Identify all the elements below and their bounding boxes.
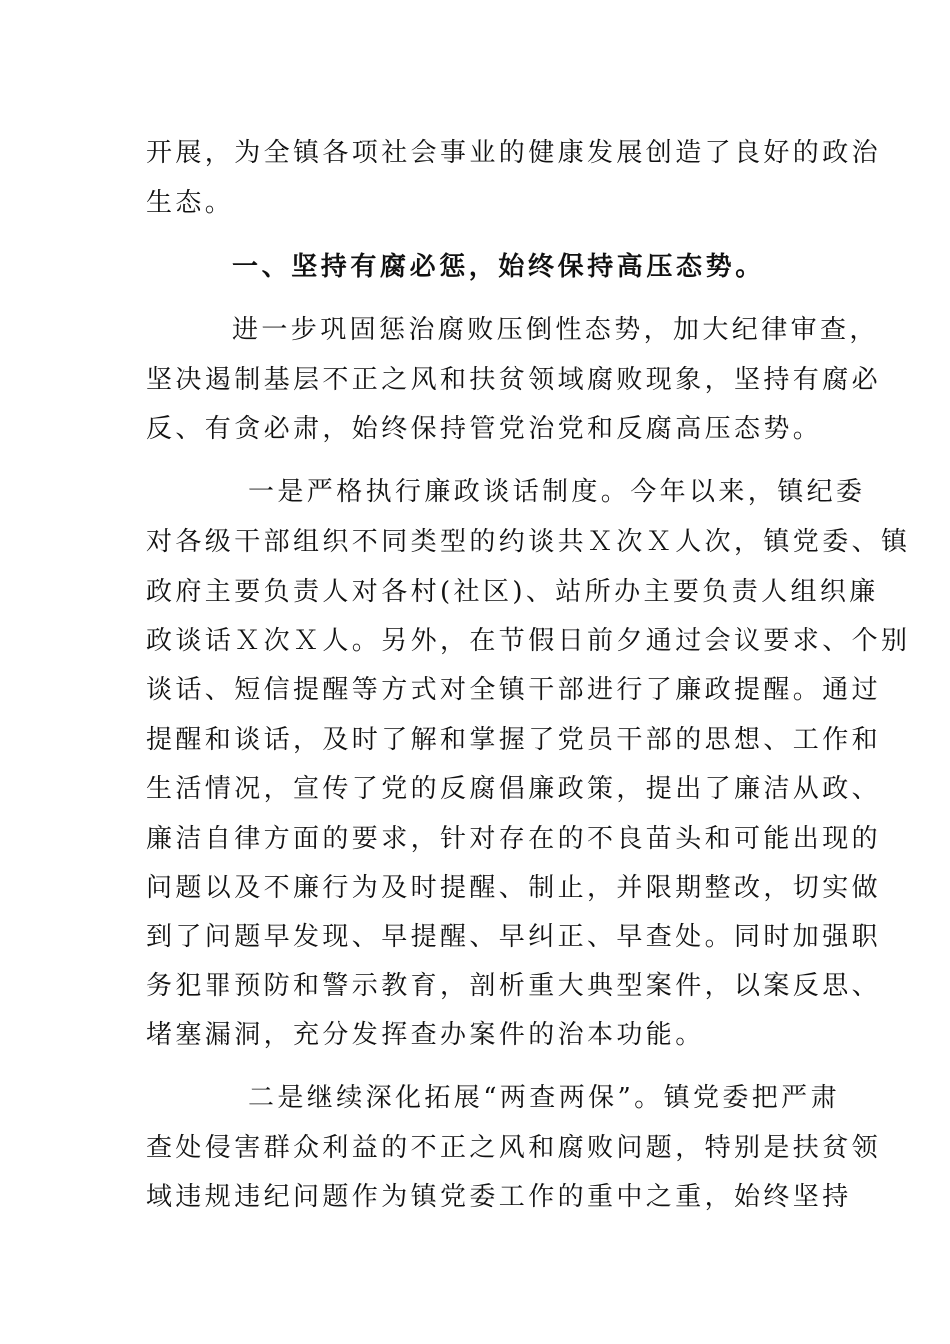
body-text-line: 务犯罪预防和警示教育，剖析重大典型案件，以案反思、	[146, 971, 882, 1001]
body-text-line: 提醒和谈话，及时了解和掌握了党员干部的思想、工作和	[146, 725, 882, 755]
body-text-line: 问题以及不廉行为及时提醒、制止，并限期整改，切实做	[146, 873, 882, 903]
body-text-line: 到了问题早发现、早提醒、早纠正、早查处。同时加强职	[146, 922, 882, 952]
body-text-line: 对各级干部组织不同类型的约谈共Ｘ次Ｘ人次，镇党委、镇	[146, 527, 911, 557]
body-text-line: 查处侵害群众利益的不正之风和腐败问题，特别是扶贫领	[146, 1133, 882, 1163]
body-text-line: 进一步巩固惩治腐败压倒性态势，加大纪律审查，	[232, 315, 879, 345]
body-text-line: 开展，为全镇各项社会事业的健康发展创造了良好的政治	[146, 138, 882, 168]
body-text-line: 坚决遏制基层不正之风和扶贫领域腐败现象，坚持有腐必	[146, 365, 882, 395]
body-text-line: 域违规违纪问题作为镇党委工作的重中之重，始终坚持	[146, 1182, 852, 1212]
body-text-line: 生态。	[146, 188, 235, 218]
section-heading: 一、坚持有腐必惩，始终保持高压态势。	[232, 252, 765, 282]
body-text-line: 谈话、短信提醒等方式对全镇干部进行了廉政提醒。通过	[146, 675, 882, 705]
body-text-line: 堵塞漏洞，充分发挥查办案件的治本功能。	[146, 1020, 705, 1050]
body-text-line: 廉洁自律方面的要求，针对存在的不良苗头和可能出现的	[146, 824, 882, 854]
body-text-line: 反、有贪必肃，始终保持管党治党和反腐高压态势。	[146, 414, 823, 444]
body-text-line: 政府主要负责人对各村(社区)、站所办主要负责人组织廉	[146, 577, 879, 607]
body-text-line: 二是继续深化拓展“两查两保”。镇党委把严肃	[248, 1083, 840, 1113]
body-text-line: 一是严格执行廉政谈话制度。今年以来，镇纪委	[248, 477, 866, 507]
body-text-line: 生活情况，宣传了党的反腐倡廉政策，提出了廉洁从政、	[146, 774, 882, 804]
body-text-line: 政谈话Ｘ次Ｘ人。另外，在节假日前夕通过会议要求、个别	[146, 626, 911, 656]
